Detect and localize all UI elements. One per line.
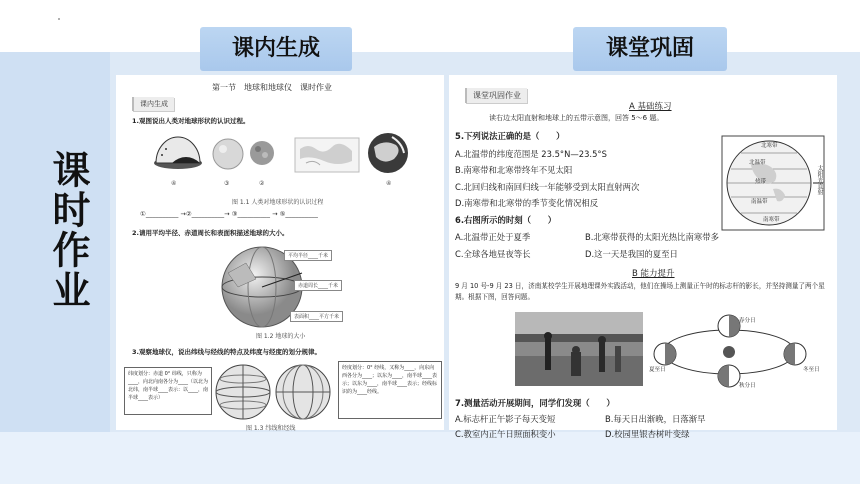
orbit-summer-solstice: 夏至日 (649, 367, 666, 373)
fig3-caption: 图 1.3 纬线和经线 (246, 425, 296, 432)
longitude-globe-image (274, 363, 332, 421)
section-label-left: 课内生成 (200, 27, 352, 71)
doc2-q7-opt-c: C.教室内正午日照面积变小 (455, 429, 556, 439)
sun-direct-label: 太阳光直射 (816, 165, 823, 195)
fig2-label-area: 表面积____平方千米 (290, 311, 343, 322)
bottom-band (0, 432, 860, 484)
fig3-note-latitude: 纬度划分：赤道 0° 纬线，只称为____，向北向南各分为____（以北为北纬，南半球____表示：以____，南半球____表示） (124, 367, 212, 415)
sun-image (211, 137, 245, 171)
zone-north-temperate: 北温带 (749, 160, 766, 166)
fig1-num-3: ② (259, 180, 265, 187)
orbit-winter-solstice: 冬至日 (803, 367, 820, 373)
earth-photo-image (366, 131, 410, 175)
flat-earth-dome-image (152, 131, 204, 171)
zone-south-temperate: 南温带 (751, 199, 768, 205)
doc2-tag: 课堂巩固作业 (465, 88, 527, 103)
doc1-q1: 1.观图说出人类对地球形状的认识过程。 (132, 117, 250, 125)
doc1-heading: 第一节 地球和地球仪 课时作业 (212, 83, 332, 92)
fig1-caption: 图 1.1 人类对地球形状的认识过程 (232, 199, 324, 206)
doc2-q7-opt-d: D.校园里银杏树叶变绿 (605, 429, 690, 439)
doc2-intro2: 9 月 10 号-9 月 23 日，济南某校学生开展地理课外实践活动，他们在操场上测量正午时的标志杆的影长，并坚持测量了两个星期。根据下图，回答问题。 (455, 282, 825, 301)
doc2-q6-opt-d: D.这一天是我国的夏至日 (585, 249, 678, 259)
doc2-q7-opt-a: A.标志杆正午影子每天变短 (455, 414, 556, 424)
doc1-tag: 课内生成 (132, 97, 174, 111)
fig3-note-longitude: 经度划分：0° 经线，又称为____，向东向西各分为____；以东为____，南半球____表示；以东为____，南半球____表示；经线标识的为____经线。 (338, 361, 442, 419)
students-measuring-photo (515, 312, 643, 386)
left-band-title: 课时作业 (46, 150, 90, 310)
doc2-q7: 7.测量活动开展期间，同学们发现（ ） (455, 398, 615, 408)
moon-image (248, 139, 276, 167)
fig1-num-4: ④ (386, 180, 392, 187)
world-map-image (294, 137, 360, 173)
fig1-num-2: ③ (224, 180, 230, 187)
doc1-q3: 3.观察地球仪，说出纬线与经线的特点及纬度与经度的划分规律。 (132, 348, 321, 356)
doc2-q5-opt-c: C.北回归线和南回归线一年能够受到太阳直射两次 (455, 182, 640, 192)
orbit-spring-equinox: 春分日 (739, 318, 756, 324)
doc2-q7-opt-b: B.每天日出渐晚，日落渐早 (605, 414, 706, 424)
doc2-q6-opt-c: C.全球各地昼夜等长 (455, 249, 531, 259)
doc2-q6: 6.右图所示的时刻（ ） (455, 215, 557, 225)
doc2-q5: 5.下列说法正确的是（ ） (455, 131, 565, 141)
doc2-intro: 读右边太阳直射和地球上的五带示意图，回答 5～6 题。 (489, 114, 664, 122)
doc2-q6-opt-a: A.北温带正处于夏季 (455, 232, 531, 242)
section-label-right: 课堂巩固 (573, 27, 727, 71)
worksheet-panel-left (116, 75, 444, 430)
page-marker-dot (58, 18, 60, 20)
doc2-q5-opt-a: A.北温带的纬度范围是 23.5°N—23.5°S (455, 149, 607, 159)
doc2-q6-opt-b: B.北寒带获得的太阳光热比南寒带多 (585, 232, 720, 242)
doc2-part-a: A 基础练习 (629, 102, 672, 112)
left-band (0, 52, 110, 432)
fig1-blanks: ①__________ →②__________→ ③__________ → ⑤__________ (140, 210, 318, 218)
fig2-label-radius: 平均半径____千米 (284, 250, 332, 261)
doc2-q5-opt-d: D.南寒带和北寒带的季节变化情况相反 (455, 198, 599, 208)
doc2-q5-opt-b: B.南寒带和北寒带终年不见太阳 (455, 165, 573, 175)
fig2-caption: 图 1.2 地球的大小 (256, 333, 306, 340)
fig1-num-1: ④ (171, 180, 177, 187)
zone-south-frigid: 南寒带 (763, 217, 780, 223)
worksheet-panel-right (449, 75, 837, 439)
orbit-autumn-equinox: 秋分日 (739, 383, 756, 389)
latitude-globe-image (214, 363, 272, 421)
doc1-q2: 2.请用平均半径、赤道周长和表面积描述地球的大小。 (132, 229, 289, 237)
zone-tropical: 热带 (755, 179, 767, 185)
zone-north-frigid: 北寒带 (761, 143, 778, 149)
doc2-part-b: B 能力提升 (632, 269, 675, 279)
earth-orbit-diagram (645, 312, 825, 390)
fig2-label-circumference: 赤道周长____千米 (294, 280, 342, 291)
